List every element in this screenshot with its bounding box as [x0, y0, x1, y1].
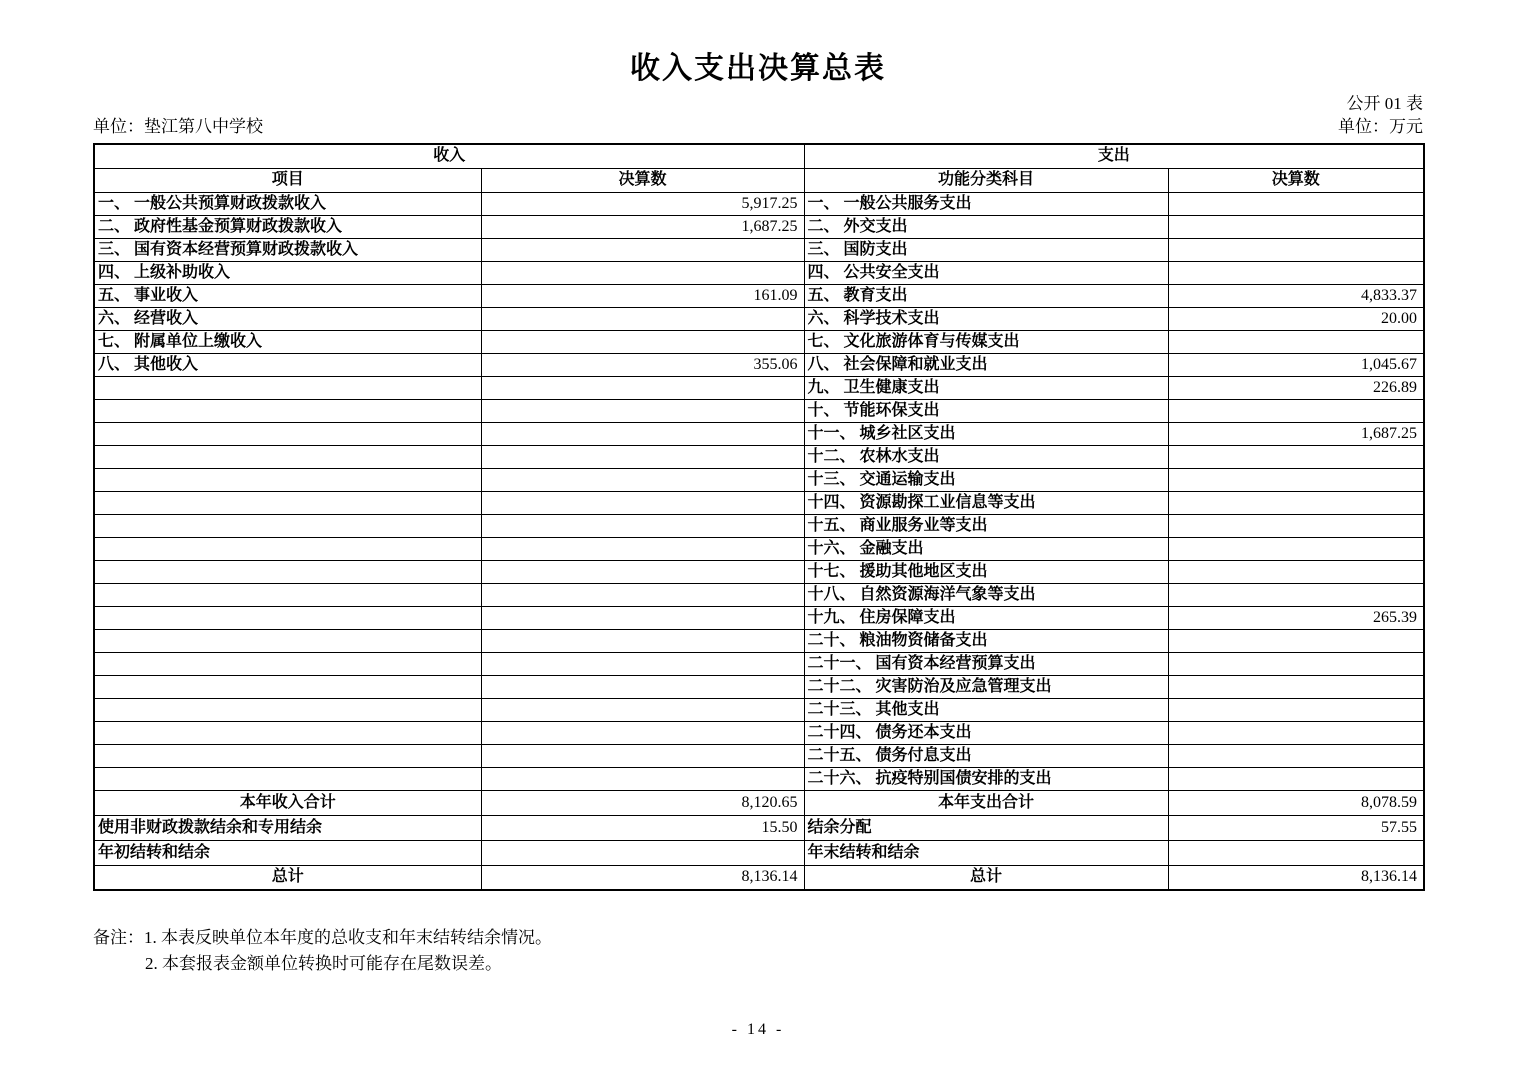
income-amount-cell: [481, 629, 804, 652]
expense-amount-cell: 20.00: [1168, 307, 1424, 330]
expense-item-col-header: 功能分类科目: [804, 168, 1168, 192]
expense-item-cell: 四、 公共安全支出: [804, 261, 1168, 284]
unit-row: [93, 118, 1423, 136]
expense-amount-cell: 4,833.37: [1168, 284, 1424, 307]
income-amount-cell: 8,120.65: [481, 790, 804, 815]
table-row: [94, 583, 1424, 606]
income-amount-cell: [481, 652, 804, 675]
expense-item-cell: 二十四、 债务还本支出: [804, 721, 1168, 744]
expense-item-cell: 七、 文化旅游体育与传媒支出: [804, 330, 1168, 353]
expense-item-cell: 十八、 自然资源海洋气象等支出: [804, 583, 1168, 606]
unit-currency: 单位：万元: [1338, 117, 1423, 136]
expense-amount-cell: 8,078.59: [1168, 790, 1424, 815]
expense-item-cell: 二、 外交支出: [804, 215, 1168, 238]
income-amount-cell: [481, 767, 804, 790]
table-row: [94, 353, 1424, 376]
income-amount-cell: [481, 491, 804, 514]
expense-item-cell: 十四、 资源勘探工业信息等支出: [804, 491, 1168, 514]
income-amount-cell: [481, 399, 804, 422]
expense-item-cell: 十七、 援助其他地区支出: [804, 560, 1168, 583]
income-amount-cell: [481, 721, 804, 744]
income-item-cell: [94, 445, 481, 468]
income-item-cell: 六、 经营收入: [94, 307, 481, 330]
income-section-header: 收入: [94, 144, 804, 168]
expense-item-cell: 二十一、 国有资本经营预算支出: [804, 652, 1168, 675]
income-amount-cell: [481, 606, 804, 629]
expense-item-cell: 五、 教育支出: [804, 284, 1168, 307]
income-item-cell: 二、 政府性基金预算财政拨款收入: [94, 215, 481, 238]
income-amount-cell: 355.06: [481, 353, 804, 376]
expense-amount-cell: [1168, 537, 1424, 560]
income-amount-cell: [481, 560, 804, 583]
expense-item-cell: 二十、 粮油物资储备支出: [804, 629, 1168, 652]
summary-row: [94, 815, 1424, 840]
income-item-cell: 四、 上级补助收入: [94, 261, 481, 284]
expense-amount-col-header: 决算数: [1168, 168, 1424, 192]
table-row: [94, 422, 1424, 445]
expense-amount-cell: [1168, 744, 1424, 767]
income-amount-cell: [481, 238, 804, 261]
table-row: [94, 767, 1424, 790]
expense-item-cell: 一、 一般公共服务支出: [804, 192, 1168, 215]
table-body: [94, 192, 1424, 890]
expense-amount-cell: 8,136.14: [1168, 865, 1424, 890]
table-row: [94, 606, 1424, 629]
income-item-cell: [94, 422, 481, 445]
table-row: [94, 744, 1424, 767]
income-item-cell: 一、 一般公共预算财政拨款收入: [94, 192, 481, 215]
expense-item-cell: 十五、 商业服务业等支出: [804, 514, 1168, 537]
expense-amount-cell: [1168, 238, 1424, 261]
expense-amount-cell: [1168, 330, 1424, 353]
income-item-cell: 七、 附属单位上缴收入: [94, 330, 481, 353]
form-code: 公开 01 表: [1346, 94, 1423, 113]
income-item-col-header: 项目: [94, 168, 481, 192]
income-item-cell: [94, 629, 481, 652]
income-item-cell: [94, 376, 481, 399]
income-amount-cell: [481, 445, 804, 468]
income-item-cell: [94, 514, 481, 537]
income-amount-cell: 8,136.14: [481, 865, 804, 890]
expense-item-cell: 二十五、 债务付息支出: [804, 744, 1168, 767]
page-title: 收入支出决算总表: [630, 52, 886, 85]
table-row: [94, 698, 1424, 721]
budget-summary-table: [93, 143, 1425, 891]
table-row: [94, 491, 1424, 514]
table-row: [94, 192, 1424, 215]
table-row: [94, 238, 1424, 261]
page-number: - 14 -: [731, 1021, 785, 1038]
expense-amount-cell: 1,687.25: [1168, 422, 1424, 445]
expenditure-section-header: 支出: [804, 144, 1424, 168]
expense-amount-cell: [1168, 583, 1424, 606]
expense-item-cell: 九、 卫生健康支出: [804, 376, 1168, 399]
table-row: [94, 307, 1424, 330]
income-amount-cell: [481, 422, 804, 445]
table-row: [94, 330, 1424, 353]
expense-amount-cell: [1168, 767, 1424, 790]
expense-item-cell: 二十三、 其他支出: [804, 698, 1168, 721]
expense-amount-cell: [1168, 514, 1424, 537]
expense-amount-cell: [1168, 629, 1424, 652]
table-row: [94, 445, 1424, 468]
notes: [93, 925, 1423, 977]
expense-item-cell: 十一、 城乡社区支出: [804, 422, 1168, 445]
expense-item-cell: 二十六、 抗疫特别国债安排的支出: [804, 767, 1168, 790]
table-row: [94, 721, 1424, 744]
income-amount-cell: 161.09: [481, 284, 804, 307]
unit-name: 单位：垫江第八中学校: [93, 117, 263, 136]
expense-amount-cell: [1168, 652, 1424, 675]
expense-amount-cell: [1168, 698, 1424, 721]
income-item-cell: [94, 698, 481, 721]
income-amount-cell: [481, 698, 804, 721]
table-row: [94, 560, 1424, 583]
income-item-cell: [94, 652, 481, 675]
table-row: [94, 537, 1424, 560]
expense-item-cell: 八、 社会保障和就业支出: [804, 353, 1168, 376]
income-amount-cell: 1,687.25: [481, 215, 804, 238]
income-item-cell: [94, 744, 481, 767]
summary-row: [94, 790, 1424, 815]
income-amount-cell: [481, 744, 804, 767]
expense-amount-cell: [1168, 721, 1424, 744]
expense-amount-cell: [1168, 192, 1424, 215]
expense-amount-cell: 1,045.67: [1168, 353, 1424, 376]
income-amount-cell: [481, 261, 804, 284]
income-item-cell: [94, 583, 481, 606]
expense-amount-cell: [1168, 675, 1424, 698]
table-row: [94, 675, 1424, 698]
expense-amount-cell: [1168, 399, 1424, 422]
summary-row: [94, 865, 1424, 890]
table-row: [94, 215, 1424, 238]
income-item-cell: 总计: [94, 865, 481, 890]
expense-item-cell: 十六、 金融支出: [804, 537, 1168, 560]
income-item-cell: [94, 675, 481, 698]
income-amount-cell: [481, 307, 804, 330]
expense-item-cell: 结余分配: [804, 815, 1168, 840]
income-item-cell: [94, 537, 481, 560]
income-item-cell: 本年收入合计: [94, 790, 481, 815]
expense-item-cell: 三、 国防支出: [804, 238, 1168, 261]
income-amount-cell: [481, 840, 804, 865]
table-row: [94, 468, 1424, 491]
income-amount-cell: [481, 537, 804, 560]
section-header-row: [94, 144, 1424, 168]
expense-amount-cell: [1168, 261, 1424, 284]
income-item-cell: [94, 767, 481, 790]
expense-item-cell: 总计: [804, 865, 1168, 890]
expense-amount-cell: [1168, 840, 1424, 865]
income-item-cell: [94, 468, 481, 491]
report-page: [93, 0, 1423, 1039]
summary-row: [94, 840, 1424, 865]
income-amount-cell: 5,917.25: [481, 192, 804, 215]
income-item-cell: [94, 491, 481, 514]
table-row: [94, 652, 1424, 675]
expense-item-cell: 本年支出合计: [804, 790, 1168, 815]
expense-amount-cell: 226.89: [1168, 376, 1424, 399]
income-amount-col-header: 决算数: [481, 168, 804, 192]
expense-item-cell: 十、 节能环保支出: [804, 399, 1168, 422]
note-line-2: 2. 本套报表金额单位转换时可能存在尾数误差。: [145, 954, 502, 973]
note-line-1: 备注：1. 本表反映单位本年度的总收支和年末结转结余情况。: [93, 928, 552, 947]
expense-amount-cell: [1168, 215, 1424, 238]
income-amount-cell: [481, 583, 804, 606]
expense-item-cell: 十三、 交通运输支出: [804, 468, 1168, 491]
income-item-cell: 三、 国有资本经营预算财政拨款收入: [94, 238, 481, 261]
expense-amount-cell: [1168, 445, 1424, 468]
expense-item-cell: 二十二、 灾害防治及应急管理支出: [804, 675, 1168, 698]
table-row: [94, 261, 1424, 284]
income-amount-cell: [481, 376, 804, 399]
table-row: [94, 514, 1424, 537]
table-row: [94, 284, 1424, 307]
table-row: [94, 376, 1424, 399]
income-item-cell: [94, 560, 481, 583]
income-amount-cell: [481, 675, 804, 698]
income-amount-cell: [481, 468, 804, 491]
income-item-cell: [94, 721, 481, 744]
income-amount-cell: [481, 514, 804, 537]
income-item-cell: 八、 其他收入: [94, 353, 481, 376]
expense-amount-cell: [1168, 468, 1424, 491]
expense-item-cell: 十九、 住房保障支出: [804, 606, 1168, 629]
table-row: [94, 629, 1424, 652]
expense-amount-cell: [1168, 491, 1424, 514]
income-item-cell: 五、 事业收入: [94, 284, 481, 307]
expense-item-cell: 年末结转和结余: [804, 840, 1168, 865]
income-amount-cell: [481, 330, 804, 353]
table-row: [94, 399, 1424, 422]
income-item-cell: 年初结转和结余: [94, 840, 481, 865]
income-amount-cell: 15.50: [481, 815, 804, 840]
income-item-cell: [94, 399, 481, 422]
expense-item-cell: 十二、 农林水支出: [804, 445, 1168, 468]
income-item-cell: 使用非财政拨款结余和专用结余: [94, 815, 481, 840]
expense-amount-cell: 265.39: [1168, 606, 1424, 629]
column-header-row: [94, 168, 1424, 192]
expense-amount-cell: [1168, 560, 1424, 583]
expense-item-cell: 六、 科学技术支出: [804, 307, 1168, 330]
income-item-cell: [94, 606, 481, 629]
expense-amount-cell: 57.55: [1168, 815, 1424, 840]
